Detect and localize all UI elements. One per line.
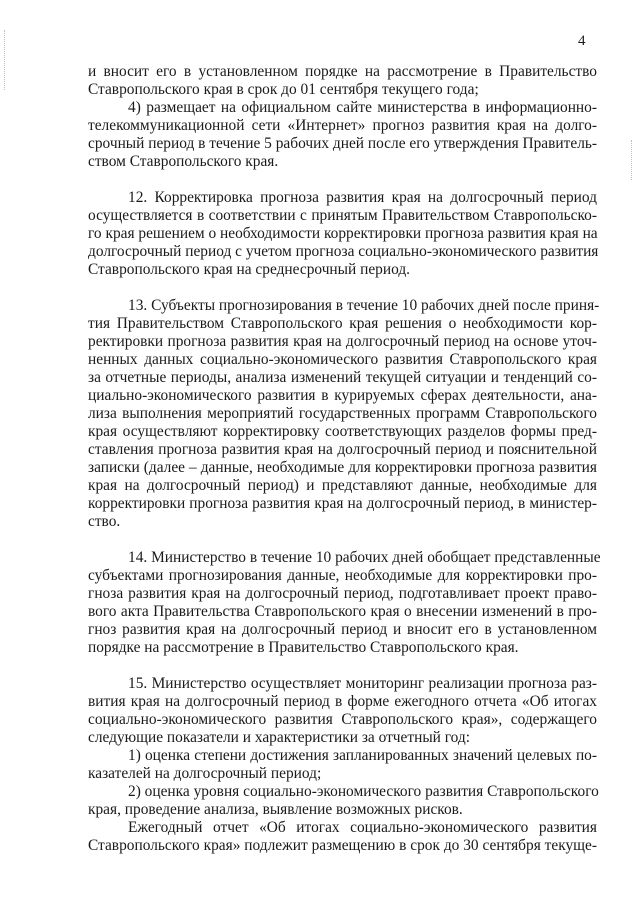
text-line: гноз развития края на долгосрочный период и вносит его в установленном bbox=[88, 621, 597, 638]
paragraph-gap bbox=[88, 171, 597, 189]
text-line: 15. Министерство осуществляет мониторинг реализации прогноза раз- bbox=[128, 675, 597, 692]
text-line: ство. bbox=[88, 513, 121, 530]
text-line: края на долгосрочный период) и представляют данные, необходимые для bbox=[88, 477, 597, 494]
text-line: осуществляется в соответствии с принятым Правительством Ставропольско- bbox=[88, 207, 597, 224]
text-line: 1) оценка степени достижения запланированных значений целевых по- bbox=[128, 747, 597, 764]
text-line: 4) размещает на официальном сайте министерства в информационно- bbox=[128, 99, 597, 116]
text-line: и вносит его в установленном порядке на рассмотрение в Правительство bbox=[88, 63, 597, 80]
paragraph-gap bbox=[88, 531, 597, 549]
text-line: Ставропольского края» подлежит размещению в срок до 30 сентября текуще- bbox=[88, 837, 597, 854]
text-line: социально-экономического развития Ставропольского края», содержащего bbox=[88, 711, 597, 728]
text-line: следующие показатели и характеристики за отчетный год: bbox=[88, 729, 471, 746]
scan-edge-mark bbox=[631, 140, 634, 180]
text-line: Ставропольского края в срок до 01 сентября текущего года; bbox=[88, 81, 479, 98]
text-line: ставления прогноза развития края на долгосрочный период и пояснительной bbox=[88, 441, 597, 458]
text-line: 14. Министерство в течение 10 рабочих дней обобщает представленные bbox=[128, 549, 601, 566]
text-line: срочный период в течение 5 рабочих дней после его утверждения Правитель- bbox=[88, 135, 598, 152]
text-line: края осуществляют корректировку соответствующих разделов формы пред- bbox=[88, 423, 597, 440]
text-line: 12. Корректировка прогноза развития края на долгосрочный период bbox=[128, 189, 597, 206]
text-line: тия Правительством Ставропольского края решения о необходимости кор- bbox=[88, 315, 597, 332]
text-line: Ежегодный отчет «Об итогах социально-экономического развития bbox=[128, 819, 597, 836]
text-line: вого акта Правительства Ставропольского края о внесении изменений в про- bbox=[88, 603, 597, 620]
text-line: го края решением о необходимости корректировки прогноза развития края на bbox=[88, 225, 598, 242]
text-line: долгосрочный период с учетом прогноза социально-экономического развития bbox=[88, 243, 599, 260]
text-line: 13. Субъекты прогнозирования в течение 10 рабочих дней после приня- bbox=[128, 297, 600, 314]
text-line: корректировки прогноза развития края на долгосрочный период, в министер- bbox=[88, 495, 597, 512]
text-line: вития края на долгосрочный период в форме ежегодного отчета «Об итогах bbox=[88, 693, 597, 710]
paragraph-gap bbox=[88, 279, 597, 297]
text-line: края, проведение анализа, выявление возможных рисков. bbox=[88, 801, 463, 818]
document-body bbox=[88, 63, 601, 855]
text-line: ненных данных социально-экономического развития Ставропольского края bbox=[88, 351, 597, 368]
text-line: ректировки прогноза развития края на долгосрочный период на основе уточ- bbox=[88, 333, 597, 350]
text-line: субъектами прогнозирования данные, необходимые для корректировки про- bbox=[88, 567, 597, 584]
text-line: гноза развития края на долгосрочный период, подготавливает проект право- bbox=[88, 585, 597, 602]
text-line: Ставропольского края на среднесрочный период. bbox=[88, 261, 411, 278]
paragraph-gap bbox=[88, 657, 597, 675]
text-line: телекоммуникационной сети «Интернет» прогноз развития края на долго- bbox=[88, 117, 597, 134]
text-line: порядке на рассмотрение в Правительство Ставропольского края. bbox=[88, 639, 519, 656]
text-line: лиза выполнения мероприятий государственных программ Ставропольского bbox=[88, 405, 597, 422]
text-line: ством Ставропольского края. bbox=[88, 153, 279, 170]
text-line: 2) оценка уровня социально-экономического развития Ставропольского bbox=[128, 783, 599, 800]
text-line: записки (далее – данные, необходимые для корректировки прогноза развития bbox=[88, 459, 597, 476]
text-line: казателей на долгосрочный период; bbox=[88, 765, 322, 782]
scan-edge-mark bbox=[4, 30, 7, 90]
text-line: за отчетные периоды, анализа изменений текущей ситуации и тенденций со- bbox=[88, 369, 597, 386]
text-line: циально-экономического развития в курируемых сферах деятельности, ана- bbox=[88, 387, 597, 404]
page-number: 4 bbox=[578, 33, 586, 49]
